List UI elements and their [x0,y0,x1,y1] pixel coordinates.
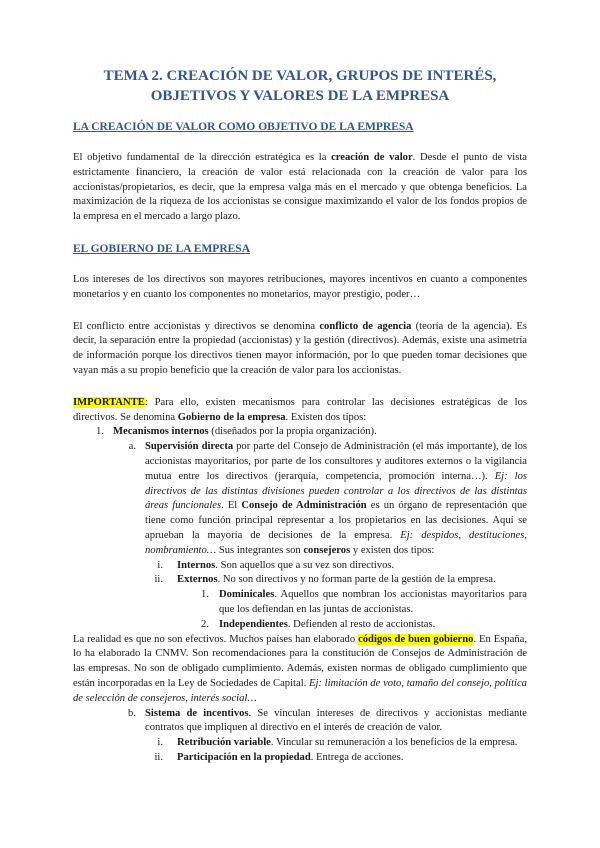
list-marker: b. [128,707,136,719]
list-item-participacion-propiedad: ii. Participación en la propiedad. Entrega de acciones. [73,751,527,766]
section-heading-creacion-valor: LA CREACIÓN DE VALOR COMO OBJETIVO DE LA EMPRESA [73,121,414,133]
document-title: TEMA 2. CREACIÓN DE VALOR, GRUPOS DE INTERÉS, OBJETIVOS Y VALORES DE LA EMPRESA [103,68,497,104]
list-marker: 1. [96,426,104,438]
paragraph-intereses-directivos: Los intereses de los directivos son mayores retribuciones, mayores incentivos en cuanto a componentes monetarios y en cuanto los componentes no monetarios, mayor prestigio, poder… [73,273,527,300]
list-marker: i. [157,737,163,749]
list-item-supervision-directa: a. Supervisión directa por parte del Consejo de Administración (el más importante), de los accionistas mayoritarios, por parte de los consultores y auditores externos o la vigilancia mutua entre los directivos (jerarquía, competencia, promoción interna…). Ej: los directivos de las distintas divisiones pueden controlar a los directivos de las distintas áreas funcionales. El Consejo de Administración es un órgano de representación que tiene como función principal representar a los propietarios en las decisiones. Aquí se aprueban la mayoría de decisiones de la empresa. Ej: despidos, destituciones, nombramiento… Sus integrantes son consejeros y existen dos tipos: [73,440,527,558]
list-item-independientes: 2. Independientes. Defienden al resto de accionistas. [73,618,527,633]
important-highlight: IMPORTANTE [73,396,145,408]
list-item-retribucion-variable: i. Retribución variable. Vincular su remuneración a los beneficios de la empresa. [73,736,527,751]
list-marker: ii. [154,751,163,763]
list-item-internos: i. Internos. Son aquellos que a su vez son directivos. [73,559,527,574]
paragraph-importante: IMPORTANTE: Para ello, existen mecanismos para controlar las decisiones estratégicas de los directivos. Se denomina Gobierno de la empresa. Existen dos tipos: [73,396,527,423]
paragraph-creacion-valor: El objetivo fundamental de la dirección estratégica es la creación de valor. Desde el punto de vista estrictamente financiero, la creación de valor está relacionada con la creación de valor para los accionistas/propietarios, es decir, que la empresa valga más en el mercado y que obtenga beneficios. La maximización de la riqueza de los accionistas se consigue maximizando el valor de los fondos propios de la empresa en el mercado a largo plazo. [73,152,527,223]
paragraph-conflicto-agencia: El conflicto entre accionistas y directivos se denomina conflicto de agencia (teoría de la agencia). Es decir, la separación entre la propiedad (accionistas) y la gestión (directivos). Además, existe una asimetría de información porque los directivos tienen mayor información, por lo que pueden tomar decisiones que vayan más a su propio beneficio que la creación de valor para los accionistas. [73,320,527,376]
list-marker: 2. [201,618,209,630]
list-marker: i. [157,559,163,571]
list-item-mecanismos-internos: 1. Mecanismos internos (diseñados por la propia organización). [73,425,527,440]
list-item-sistema-incentivos: b. Sistema de incentivos. Se vinculan intereses de directivos y accionistas mediante contratos que impliquen al directivo en el interés de creación de valor. [73,707,527,737]
list-marker: a. [128,441,136,453]
list-item-externos: ii. Externos. No son directivos y no forman parte de la gestión de la empresa. [73,573,527,588]
codigos-highlight: códigos de buen gobierno [358,633,474,645]
list-item-dominicales: 1. Dominicales. Aquellos que nombran los accionistas mayoritarios para que los defiendan en las juntas de accionistas. [73,588,527,618]
section-heading-gobierno: EL GOBIERNO DE LA EMPRESA [73,242,251,255]
list-marker: 1. [201,589,209,601]
list-marker: ii. [154,574,163,586]
paragraph-codigos-buen-gobierno: La realidad es que no son efectivos. Muchos países han elaborado códigos de buen gobierno. En España, lo ha elaborado la CNMV. Son recomendaciones para la constitución de Consejos de Administración de las empresas. No son de obligado cumplimiento. Además, existen normas de obligado cumplimiento que están incorporadas en la Ley de Sociedades de Capital. Ej: limitación de voto, tamaño del consejo, política de selección de consejeros, interés social… [73,633,527,704]
